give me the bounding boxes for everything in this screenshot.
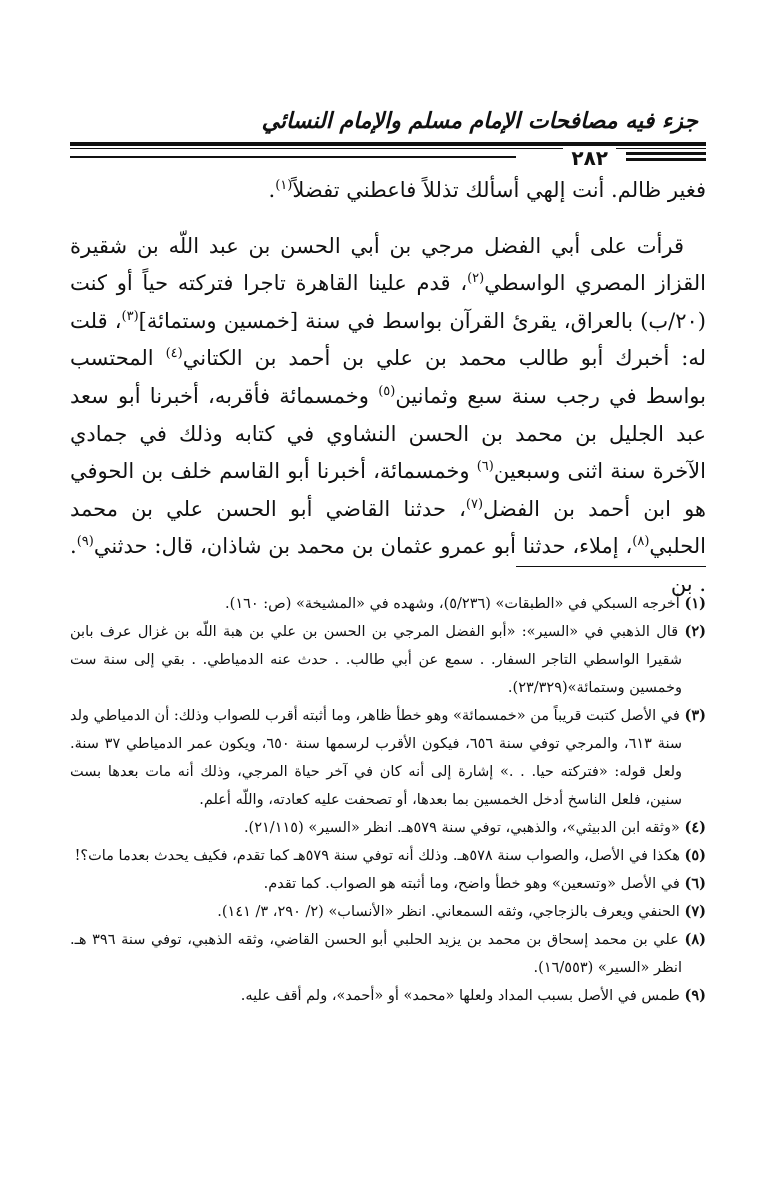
- footnote-separator: [516, 566, 706, 567]
- paragraph-2: [70, 228, 706, 604]
- footnote: [70, 702, 706, 814]
- footnote-text: علي بن محمد إسحاق بن محمد بن يزيد الحلبي أبو الحسن القاضي، وثقه الذهبي، توفي سنة ٣٩٦ هـ. انظر «السير» (١٦/٥٥٣).: [70, 932, 682, 976]
- footnote-number: (٢): [684, 623, 706, 640]
- footnote-marker: (٣): [121, 308, 139, 324]
- footnote-text: قال الذهبي في «السير»: «أبو الفضل المرجي بن الحسن بن علي بن هبة اللّه بن غزال عرف بابن شقيرا الواسطي التاجر السفار. . سمع عن أبي طالب. . حدث عنه الدمياطي. . بقي إلى سنة ست وخمسين وستمائة»(٢٣/٣٢٩).: [70, 624, 682, 696]
- footnote-marker: (٩): [76, 534, 94, 550]
- footnote-marker: (١): [275, 178, 293, 193]
- footnote-text: طمس في الأصل بسبب المداد ولعلها «محمد» أو «أحمد»، ولم أقف عليه.: [240, 988, 680, 1004]
- page-number-rule: [626, 152, 706, 155]
- footnote: [70, 982, 706, 1010]
- footnote-number: (٩): [684, 987, 706, 1004]
- page-number-rule: [70, 156, 516, 158]
- footnote-marker: (٨): [632, 534, 650, 550]
- paragraph-text: ، قدم علينا القاهرة تاجرا فتركته حياً أو كنت (٢٠/ب) بالعراق، يقرئ القرآن بواسط في سنة [خمسين وستمائة]: [70, 271, 706, 333]
- footnote-number: (٤): [684, 819, 706, 836]
- footnote-marker: (٧): [465, 496, 484, 512]
- main-text: [70, 172, 706, 604]
- footnote: [70, 842, 706, 870]
- footnote-number: (١): [684, 595, 706, 612]
- paragraph-text: فغير ظالم. أنت إلهي أسألك تذللاً فاعطني تفضلاً: [292, 178, 706, 202]
- footnote-text: الحنفي ويعرف بالزجاجي، وثقه السمعاني. انظر «الأنساب» (٢/ ٢٩٠، ٣/ ١٤١).: [217, 904, 680, 920]
- footnotes: [70, 590, 706, 1010]
- paragraph-1: [70, 172, 706, 210]
- paragraph-text: ، إملاء، حدثنا أبو عمرو عثمان بن محمد بن شاذان، قال: حدثني: [93, 534, 633, 559]
- footnote-text: في الأصل كتبت قريباً من «خمسمائة» وهو خطأ ظاهر، وما أثبته أقرب للصواب وذلك: أن الدمياطي ولد سنة ٦١٣، والمرجي توفي سنة ٦٥٦، فيكون الأقرب لرسمها سنة ٦٥٠، ويكون عمر الدمياطي ٣٧ سنة. ولعل قوله: «فتركته حيا. . .» إشارة إلى أنه كان في آخر حياة المرجي، وذلك أنه مات بعدها بست سنين، فلعل الناسخ أدخل الخمسين بما بعدها، أو تصحفت عليه كعادته، واللّه أعلم.: [70, 708, 682, 808]
- paragraph-text: .: [268, 178, 276, 202]
- footnote: [70, 926, 706, 982]
- footnote: [70, 898, 706, 926]
- footnote: [70, 870, 706, 898]
- paragraph-text: ، حدثنا القاضي أبو الحسن علي بن محمد الحلبي: [70, 496, 706, 559]
- footnote-marker: (٢): [467, 271, 485, 287]
- paragraph-text: وخمسمائة، أخبرنا أبو القاسم خلف بن الحوفي هو ابن أحمد بن الفضل: [70, 459, 707, 521]
- page-number-rule: [626, 158, 706, 161]
- footnote-text: «وثقه ابن الدبيثي»، والذهبي، توفي سنة ٥٧٩هـ. انظر «السير» (٢١/١١٥).: [243, 820, 680, 836]
- footnote-number: (٧): [684, 903, 706, 920]
- footnote-marker: (٥): [378, 383, 396, 399]
- page-number-row: [70, 148, 706, 174]
- footnote: [70, 618, 706, 702]
- page-number: ٢٨٢: [563, 146, 616, 170]
- paragraph-text: وخمسمائة فأقربه، أخبرنا أبو سعد عبد الجليل بن محمد بن الحسن النشاوي في كتابه وذلك في جمادي الآخرة سنة اثنى وسبعين: [70, 383, 706, 484]
- footnote-number: (٥): [684, 847, 706, 864]
- footnote-number: (٨): [684, 931, 706, 948]
- footnote-number: (٣): [684, 707, 707, 724]
- paragraph-text: المحتسب بواسط في رجب سنة سبع وثمانين: [70, 346, 706, 408]
- paragraph-text: . . بن: [70, 534, 706, 596]
- paragraph-text: قرأت على أبي الفضل مرجي بن أبي الحسن بن عبد اللّه بن شقيرة القزاز المصري الواسطي: [70, 233, 706, 296]
- footnote-marker: (٤): [165, 346, 183, 362]
- footnote: [70, 814, 706, 842]
- footnote-marker: (٦): [476, 459, 494, 475]
- footnote: [70, 590, 706, 618]
- footnote-number: (٦): [684, 875, 706, 892]
- paragraph-text: ، قلت له: أخبرك أبو طالب محمد بن علي بن أحمد بن الكتاني: [70, 308, 707, 371]
- running-title: جزء فيه مصافحات الإمام مسلم والإمام النسائي: [261, 108, 698, 134]
- footnote-text: في الأصل «وتسعين» وهو خطأ واضح، وما أثبته هو الصواب. كما تقدم.: [263, 876, 680, 892]
- footnote-text: هكذا في الأصل، والصواب سنة ٥٧٨هـ. وذلك أنه توفي سنة ٥٧٩هـ كما تقدم، فكيف يحدث بعدما مات؟!: [74, 848, 680, 864]
- footnote-text: أخرجه السبكي في «الطبقات» (٥/٢٣٦)، وشهده في «المشيخة» (ص: ١٦٠).: [225, 596, 680, 612]
